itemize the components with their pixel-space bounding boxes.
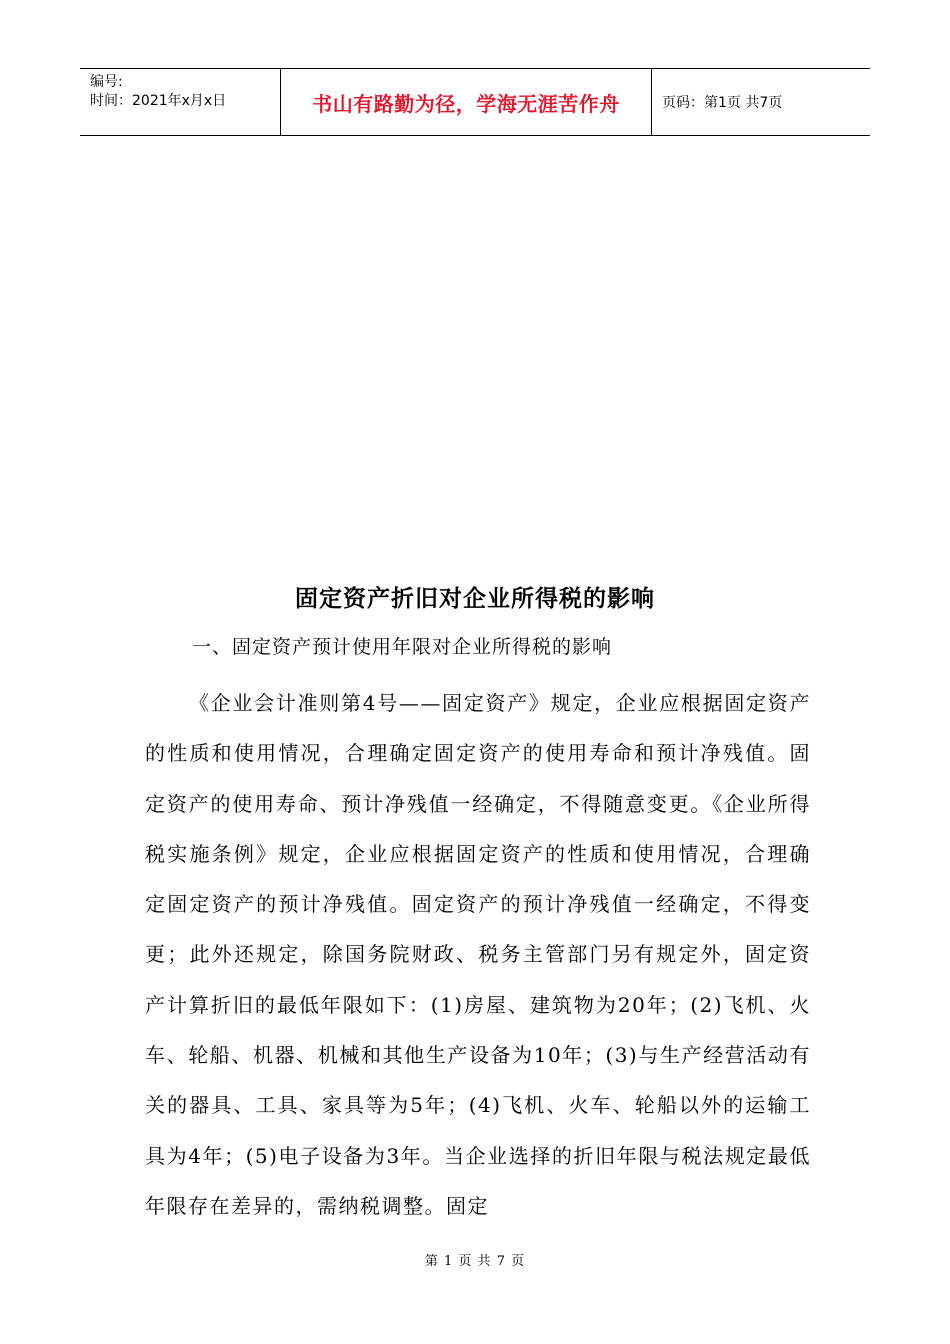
header-page-code: 页码：第1页 共7页 — [662, 95, 783, 111]
header-page-cell — [652, 69, 870, 135]
document-date: 时间：2021年x月x日 — [90, 93, 227, 109]
section-heading: 一、固定资产预计使用年限对企业所得税的影响 — [192, 636, 613, 658]
page-footer: 第 1 页 共 7 页 — [424, 1254, 526, 1269]
header-meta-cell — [80, 69, 280, 135]
header-motto-cell — [280, 69, 652, 135]
body-paragraph: 《企业会计准则第4号——固定资产》规定，企业应根据固定资产的性质和使用情况，合理确定固定资产的使用寿命和预计净残值。固定资产的使用寿命、预计净残值一经确定，不得随意变更。《企业所得税实施条例》规定，企业应根据固定资产的性质和使用情况，合理确定固定资产的预计净残值。固定资产的预计净残值一经确定，不得变更；此外还规定，除国务院财政、税务主管部门另有规定外，固定资产计算折旧的最低年限如下：(1)房屋、建筑物为20年；(2)飞机、火车、轮船、机器、机械和其他生产设备为10年；(3)与生产经营活动有关的器具、工具、家具等为5年；(4)飞机、火车、轮船以外的运输工具为4年；(5)电子设备为3年。当企业选择的折旧年限与税法规定最低年限存在差异的，需纳税调整。固定 — [145, 691, 811, 1218]
page-header — [80, 68, 870, 136]
document-title: 固定资产折旧对企业所得税的影响 — [295, 586, 655, 612]
header-motto: 书山有路勤为径，学海无涯苦作舟 — [312, 91, 620, 116]
document-number-label: 编号: — [90, 74, 123, 90]
